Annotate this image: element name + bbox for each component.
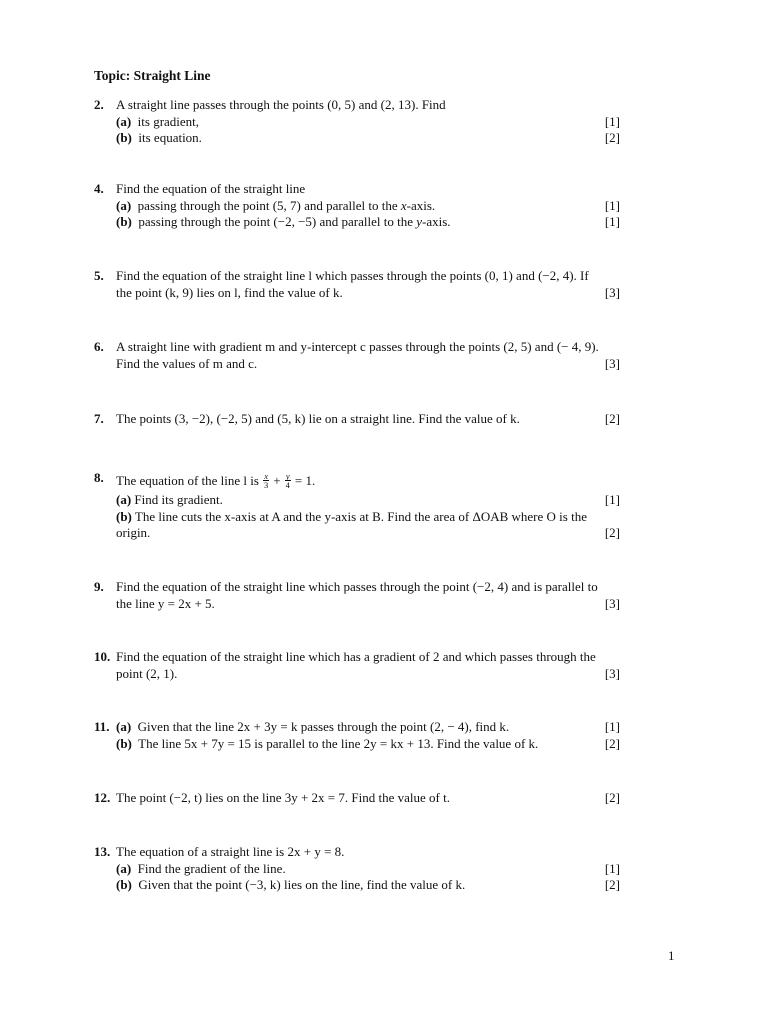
part-text: Given that the line 2x + 3y = k passes through the point (2, − 4), find k.: [137, 719, 510, 734]
denominator: 4: [285, 479, 290, 490]
question-line: [116, 790, 650, 807]
question-stem: [116, 470, 650, 492]
part-a: [116, 198, 650, 215]
marks: [3]: [604, 665, 620, 681]
part-b: [116, 736, 650, 753]
variable: x: [400, 197, 407, 213]
marks: [1]: [604, 719, 620, 734]
part-b-continued: [116, 525, 650, 542]
question-text: the line y = 2x + 5.: [116, 595, 215, 611]
question-line: [116, 596, 650, 613]
question-number: 7.: [94, 411, 104, 426]
part-label: (b): [116, 130, 132, 145]
part-text: Find its gradient.: [134, 492, 223, 507]
marks: [2]: [604, 877, 620, 892]
question-number: 8.: [94, 470, 104, 485]
part-text: Find the gradient of the line.: [137, 860, 286, 876]
part-label: (a): [116, 197, 132, 213]
marks: [2]: [604, 735, 620, 751]
question-text: The point (−2, t) lies on the line 3y + 2x = 7. Find the value of t.: [116, 790, 450, 805]
question-line: Find the equation of the straight line which has a gradient of 2 and which passes through the: [116, 649, 596, 664]
question-number: 2.: [94, 97, 104, 112]
question-text: The points (3, −2), (−2, 5) and (5, k) lie on a straight line. Find the value of k.: [116, 411, 520, 426]
marks: [1]: [604, 197, 620, 213]
question-text: Find the values of m and c.: [116, 355, 258, 371]
question-stem: The equation of a straight line is 2x + y = 8.: [116, 844, 345, 859]
part-a: [116, 492, 650, 509]
question-line: [116, 666, 650, 683]
plus-sign: +: [273, 473, 281, 488]
question-4: [94, 181, 650, 231]
marks: [1]: [604, 492, 620, 507]
part-a: [116, 114, 650, 131]
fraction: [285, 472, 291, 489]
marks: [1]: [604, 214, 620, 229]
part-text: The line 5x + 7y = 15 is parallel to the line 2y = kx + 13. Find the value of k.: [138, 735, 539, 751]
numerator: y: [285, 470, 290, 481]
question-9: [94, 579, 650, 612]
question-line: [116, 356, 650, 373]
part-label: (a): [116, 492, 132, 507]
question-text: the point (k, 9) lies on l, find the value of k.: [116, 284, 343, 300]
part-label: (b): [116, 214, 132, 229]
question-line: Find the equation of the straight line l which passes through the points (0, 1) and (−2, 4). If: [116, 268, 589, 283]
question-6: [94, 339, 650, 372]
question-number: 11.: [94, 719, 110, 734]
question-stem: Find the equation of the straight line: [116, 181, 306, 196]
page-number: 1: [668, 948, 675, 963]
marks: [2]: [604, 790, 620, 805]
part-b: [116, 130, 650, 147]
question-text: point (2, 1).: [116, 665, 178, 681]
marks: [3]: [604, 284, 620, 300]
denominator: 3: [263, 479, 269, 490]
question-line: Find the equation of the straight line which passes through the point (−2, 4) and is parallel to: [116, 579, 598, 594]
question-8: [94, 470, 650, 542]
question-7: [94, 411, 650, 428]
part-text: -axis.: [406, 197, 436, 213]
question-text: = 1.: [294, 473, 316, 488]
question-10: [94, 649, 650, 682]
question-13: [94, 844, 650, 894]
question-5: [94, 268, 650, 301]
marks: [2]: [604, 525, 620, 540]
part-text: origin.: [116, 525, 151, 540]
part-a: [116, 861, 650, 878]
part-label: (b): [116, 508, 132, 524]
part-text: The line cuts the x-axis at A and the y-axis at B. Find the area of ΔOAB where O is the: [134, 508, 587, 524]
part-label: (a): [116, 860, 132, 876]
part-label: (b): [116, 735, 132, 751]
marks: [1]: [604, 113, 620, 129]
question-11: [94, 719, 650, 752]
question-line: [116, 411, 650, 428]
question-12: [94, 790, 650, 807]
marks: [2]: [604, 411, 620, 426]
question-line: A straight line with gradient m and y-intercept c passes through the points (2, 5) and (− 4, 9).: [116, 339, 599, 354]
part-text: its equation.: [138, 130, 202, 145]
part-text: its gradient,: [137, 113, 200, 129]
marks: [3]: [604, 355, 620, 371]
question-number: 4.: [94, 181, 104, 196]
part-label: (a): [116, 113, 132, 129]
question-stem: A straight line passes through the points (0, 5) and (2, 13). Find: [116, 97, 446, 112]
question-number: 13.: [94, 844, 111, 859]
page-title: Topic: Straight Line: [94, 68, 211, 83]
fraction: [263, 472, 269, 489]
variable: y: [416, 214, 423, 229]
question-number: 12.: [94, 790, 111, 805]
question-number: 9.: [94, 579, 104, 594]
part-text: passing through the point (−2, −5) and parallel to the: [138, 214, 417, 229]
question-number: 10.: [94, 649, 111, 664]
marks: [3]: [604, 595, 620, 611]
part-text: -axis.: [422, 214, 451, 229]
part-b: [116, 877, 650, 894]
part-label: (a): [116, 719, 132, 734]
part-label: (b): [116, 877, 132, 892]
question-2: [94, 97, 650, 147]
marks: [1]: [604, 860, 620, 876]
part-b: [116, 214, 650, 231]
question-line: [116, 285, 650, 302]
marks: [2]: [604, 130, 620, 145]
question-text: The equation of the line l is: [116, 473, 259, 488]
numerator: x: [264, 470, 268, 481]
part-b: [116, 509, 650, 526]
question-number: 6.: [94, 339, 104, 354]
question-number: 5.: [94, 268, 104, 283]
part-text: passing through the point (5, 7) and parallel to the: [137, 197, 401, 213]
part-text: Given that the point (−3, k) lies on the line, find the value of k.: [138, 877, 466, 892]
part-a: [116, 719, 650, 736]
